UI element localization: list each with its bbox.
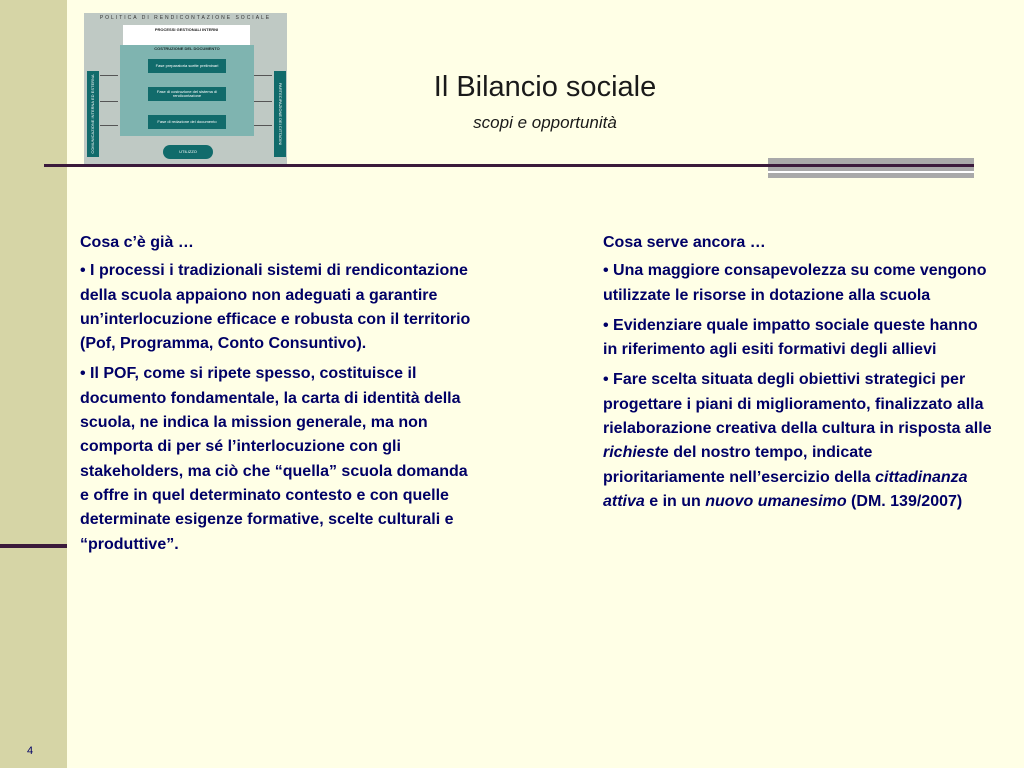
diagram-arrow bbox=[100, 101, 118, 102]
diagram-right-label: PARTECIPAZIONE DEI CITTADINI bbox=[277, 82, 283, 146]
slide-subtitle: scopi e opportunità bbox=[473, 113, 617, 132]
diagram-inner-label: PROCESSI GESTIONALI INTERNI bbox=[154, 27, 219, 32]
diagram-arrow bbox=[100, 125, 118, 126]
right-bullet-3-emphasis-3: nuovo umanesimo bbox=[705, 492, 847, 510]
diagram-right-bar bbox=[274, 71, 286, 157]
left-column bbox=[80, 231, 475, 563]
left-decorative-band bbox=[0, 0, 67, 768]
rendicontazione-diagram bbox=[84, 13, 287, 164]
right-bullet-2: • Evidenziare quale impatto sociale queste hanno in riferimento agli esiti formativi degli allievi bbox=[603, 316, 978, 359]
diagram-arrow bbox=[254, 101, 272, 102]
right-bullet-1: • Una maggiore consapevolezza su come vengono utilizzate le risorse in dotazione alla scuola bbox=[603, 262, 987, 304]
right-column-heading: Cosa serve ancora … bbox=[603, 234, 766, 251]
diagram-usage-oval: UTILIZZO bbox=[163, 145, 213, 159]
diagram-phase-3: Fase di redazione del documento bbox=[148, 115, 226, 129]
diagram-phase-1: Fase preparatoria scelte preliminari bbox=[148, 59, 226, 73]
right-bullet-3-text-4: (DM. 139/2007) bbox=[846, 492, 963, 510]
left-bullet-2: • Il POF, come si ripete spesso, costituisce il documento fondamentale, la carta di identità della scuola, ne indica la mission generale, ma non comporta di per sé l’interlocuzione con gli stakeholders, ma ciò che “quella” scuola domanda e offre in quel determinato contesto e con quelle determinate esigenze formative, scelte culturali e “produttive”. bbox=[80, 365, 468, 553]
left-band-rule bbox=[0, 544, 67, 548]
diagram-left-label: COMUNICAZIONE INTERNA ED ESTERNA bbox=[90, 74, 96, 154]
diagram-left-bar bbox=[87, 71, 99, 157]
diagram-left-label-svg bbox=[87, 71, 99, 157]
diagram-arrow bbox=[254, 125, 272, 126]
diagram-title: POLITICA DI RENDICONTAZIONE SOCIALE bbox=[99, 15, 272, 21]
right-bullet-3-text-2: e del nostro tempo, indicate prioritariamente nell’esercizio della bbox=[603, 444, 876, 486]
header-rule-decoration bbox=[768, 158, 974, 178]
right-bullet-3-text-3: e in un bbox=[644, 492, 706, 510]
page-number: 4 bbox=[27, 745, 34, 757]
left-bullet-1: • I processi i tradizionali sistemi di rendicontazione della scuola appaiono non adeguati a garantire un’interlocuzione efficace e robusta con il territorio (Pof, Programma, Conto Consuntivo). bbox=[80, 262, 471, 353]
slide-title: Il Bilancio sociale bbox=[433, 71, 657, 103]
diagram-right-label-svg bbox=[274, 71, 286, 157]
right-bullet-3-text-1: • Fare scelta situata degli obiettivi strategici per progettare i piani di miglioramento, finalizzato alla rielaborazione creativa della cultura in risposta alle bbox=[603, 371, 992, 438]
left-column-heading: Cosa c’è già … bbox=[80, 234, 194, 251]
diagram-document-box bbox=[120, 45, 254, 136]
diagram-arrow bbox=[100, 75, 118, 76]
diagram-phase-2: Fase di costruzione del sistema di rendicontazione bbox=[148, 87, 226, 101]
right-bullet-3-emphasis-1: richiest bbox=[603, 444, 660, 462]
right-column bbox=[603, 231, 993, 520]
diagram-document-label: COSTRUZIONE DEL DOCUMENTO bbox=[154, 46, 220, 51]
right-bullet-3 bbox=[603, 368, 993, 514]
diagram-arrow bbox=[254, 75, 272, 76]
right-bullet-3-emphasis-2: cittadinanza attiva bbox=[603, 468, 968, 510]
